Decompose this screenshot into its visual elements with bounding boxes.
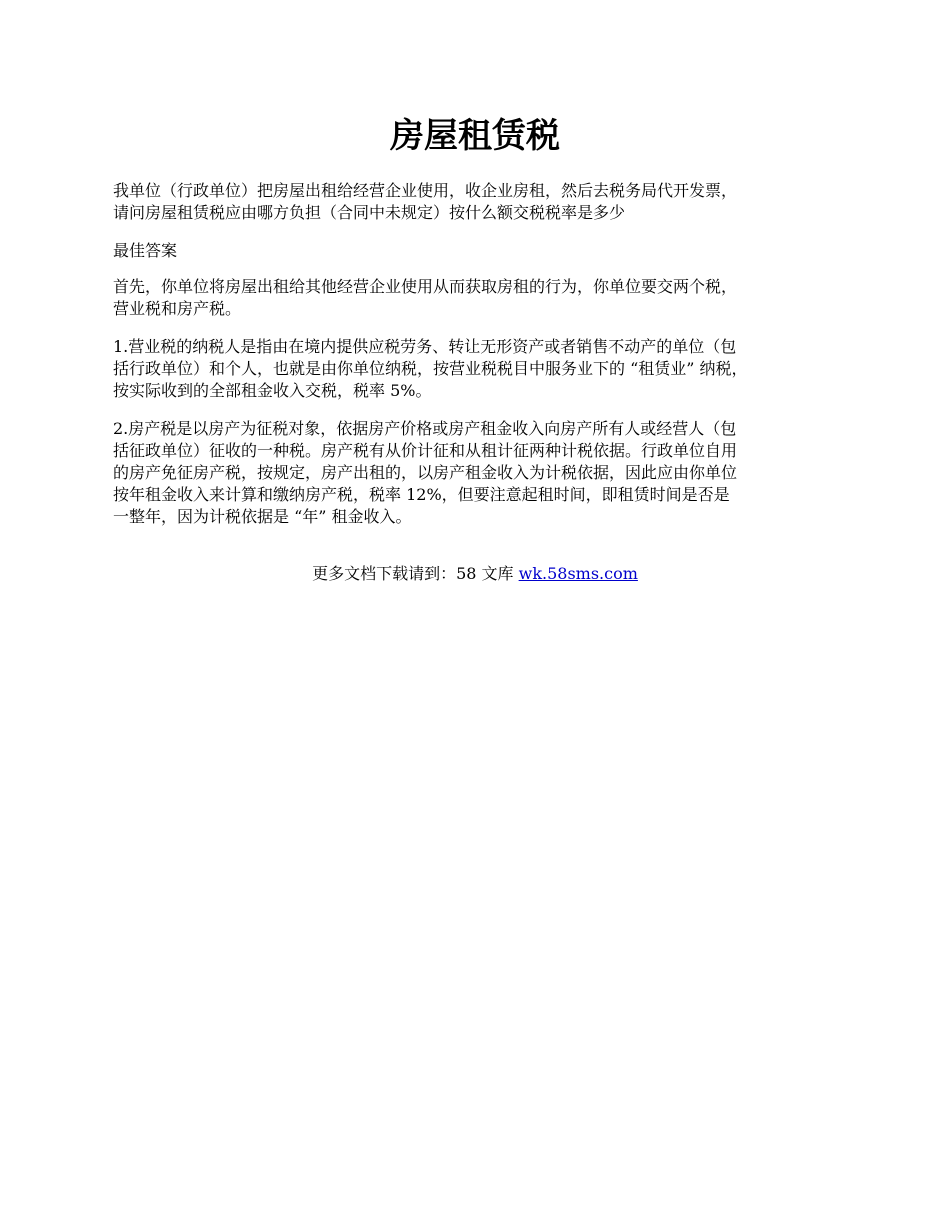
best-answer-label: 最佳答案 bbox=[113, 241, 178, 260]
footer-text: 更多文档下载请到：58 文库 bbox=[312, 564, 519, 583]
document-body bbox=[113, 180, 851, 544]
property-tax-paragraph: 2.房产税是以房产为征税对象，依据房产价格或房产租金收入向房产所有人或经营人（包 括征政单位）征收的一种税。房产税有从价计征和从租计征两种计税依据。行政单位自用 的房产免征房产税，按规定，房产出租的，以房产租金收入为计税依据，因此应由你单位 按年租金收入来计算和缴纳房产税，税率 12%，但要注意起租时间，即租赁时间是否是 一整年，因为计税依据是 “年” 租金收入。 bbox=[113, 419, 738, 526]
answer-intro-paragraph: 首先，你单位将房屋出租给其他经营企业使用从而获取房租的行为，你单位要交两个税， 营业税和房产税。 bbox=[113, 277, 738, 318]
download-footer bbox=[0, 563, 950, 585]
business-tax-paragraph: 1.营业税的纳税人是指由在境内提供应税劳务、转让无形资产或者销售不动产的单位（包 括行政单位）和个人，也就是由你单位纳税，按营业税税目中服务业下的 “租赁业” 纳税， 按实际收到的全部租金收入交税，税率 5%。 bbox=[113, 337, 748, 400]
question-paragraph: 我单位（行政单位）把房屋出租给经营企业使用，收企业房租，然后去税务局代开发票， 请问房屋租赁税应由哪方负担（合同中未规定）按什么额交税税率是多少 bbox=[113, 181, 738, 222]
page-title: 房屋租赁税 bbox=[390, 116, 560, 156]
footer-link[interactable]: wk.58sms.com bbox=[518, 564, 638, 583]
